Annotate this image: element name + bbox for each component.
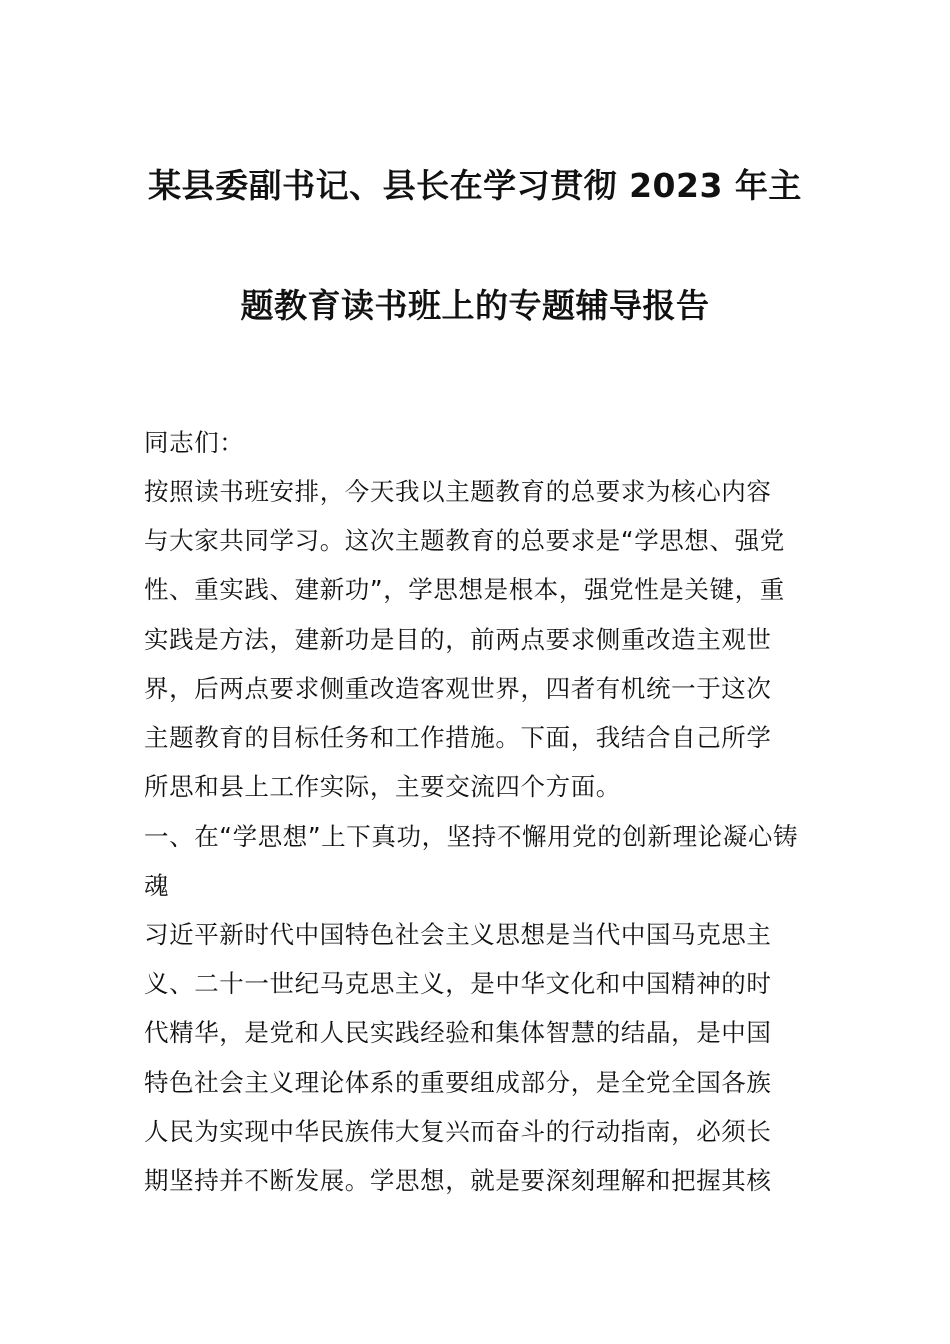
section-heading-line: 魂 — [144, 871, 170, 901]
paragraph-line: 性、重实践、建新功”，学思想是根本，强党性是关键，重 — [144, 575, 785, 605]
paragraph-line: 特色社会主义理论体系的重要组成部分，是全党全国各族 — [144, 1067, 772, 1097]
paragraph-line: 与大家共同学习。这次主题教育的总要求是“学思想、强党 — [144, 526, 785, 556]
paragraph-line: 实践是方法，建新功是目的，前两点要求侧重改造主观世 — [144, 624, 772, 654]
document-title-line-2: 题教育读书班上的专题辅导报告 — [240, 286, 710, 325]
paragraph-line: 界，后两点要求侧重改造客观世界，四者有机统一于这次 — [144, 673, 772, 703]
paragraph-1 — [144, 467, 808, 811]
section-heading-line: 一、在“学思想”上下真功，坚持不懈用党的创新理论凝心铸 — [144, 822, 799, 851]
paragraph-line: 所思和县上工作实际，主要交流四个方面。 — [144, 772, 621, 802]
paragraph-line: 主题教育的目标任务和工作措施。下面，我结合自己所学 — [144, 722, 772, 752]
section-1-heading — [144, 812, 808, 910]
paragraph-line: 期坚持并不断发展。学思想，就是要深刻理解和把握其核 — [144, 1165, 772, 1195]
paragraph-line: 习近平新时代中国特色社会主义思想是当代中国马克思主 — [144, 920, 772, 949]
paragraph-2 — [144, 910, 808, 1205]
paragraph-line: 按照读书班安排，今天我以主题教育的总要求为核心内容 — [144, 477, 772, 506]
paragraph-line: 代精华，是党和人民实践经验和集体智慧的结晶，是中国 — [144, 1018, 772, 1048]
paragraph-line: 人民为实现中华民族伟大复兴而奋斗的行动指南，必须长 — [144, 1116, 772, 1146]
document-title-line-1: 某县委副书记、县长在学习贯彻 2023 年主 — [148, 166, 802, 205]
salutation-text: 同志们： — [144, 428, 245, 457]
salutation — [144, 418, 808, 467]
paragraph-line: 义、二十一世纪马克思主义，是中华文化和中国精神的时 — [144, 969, 772, 999]
